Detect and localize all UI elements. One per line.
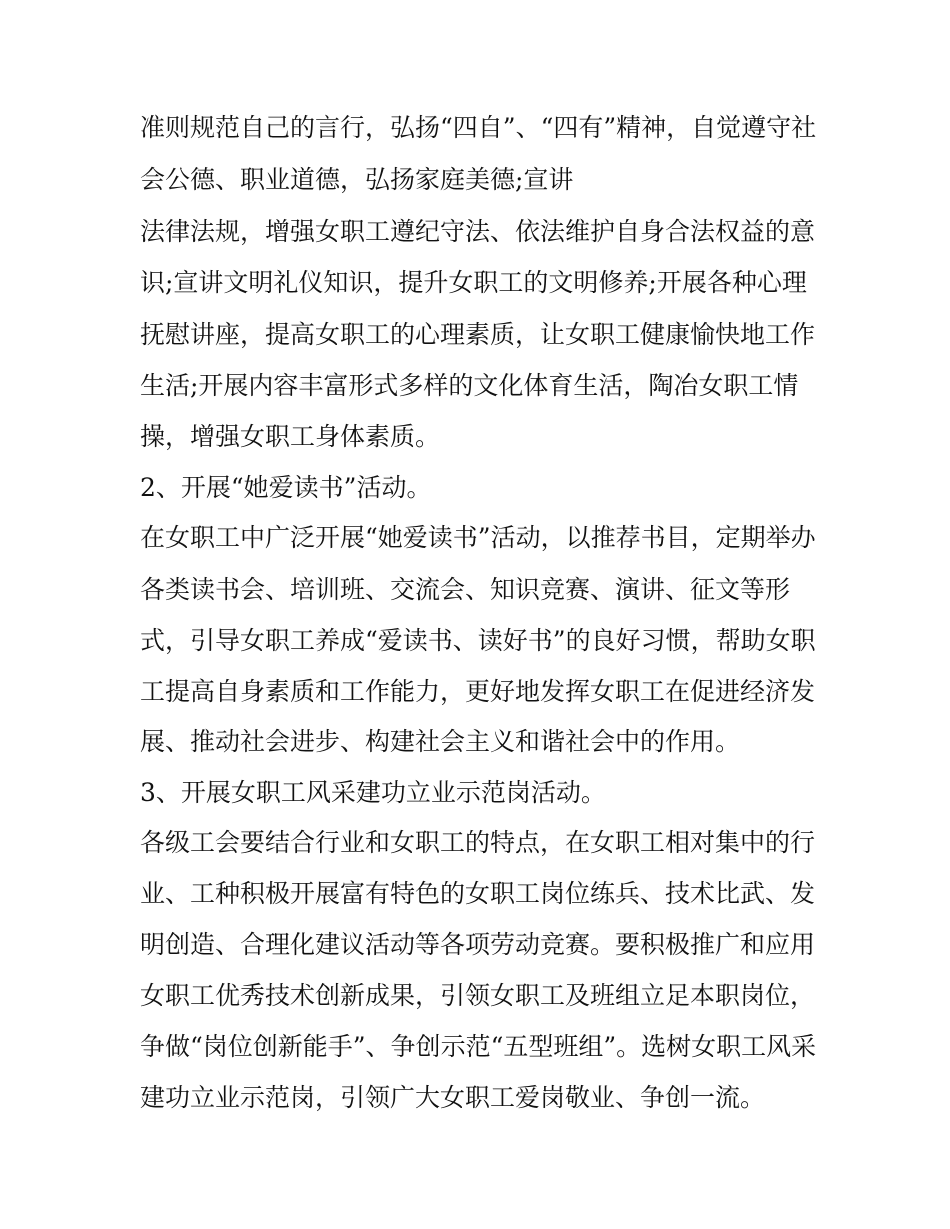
section-heading: 3、开展女职工风采建功立业示范岗活动。	[140, 778, 606, 807]
paragraph-line: 明创造、合理化建议活动等各项劳动竞赛。要积极推广和应用	[140, 930, 816, 959]
section-heading: 2、开展“她爱读书”活动。	[140, 473, 432, 502]
paragraph-line: 识;宣讲文明礼仪知识，提升女职工的文明修养;开展各种心理	[140, 268, 807, 297]
paragraph-line: 工提高自身素质和工作能力，更好地发挥女职工在促进经济发	[140, 677, 816, 706]
paragraph-line: 会公德、职业道德，弘扬家庭美德;宣讲	[140, 165, 574, 194]
paragraph-line: 展、推动社会进步、构建社会主义和谐社会中的作用。	[140, 727, 741, 756]
paragraph-line: 各类读书会、培训班、交流会、知识竞赛、演讲、征文等形	[140, 575, 791, 604]
paragraph-line: 建功立业示范岗，引领广大女职工爱岗敬业、争创一流。	[140, 1083, 766, 1112]
paragraph-line: 争做“岗位创新能手”、争创示范“五型班组”。选树女职工风采	[140, 1032, 817, 1061]
paragraph-line: 在女职工中广泛开展“她爱读书”活动，以推荐书目，定期举办	[140, 523, 816, 552]
paragraph-line: 女职工优秀技术创新成果，引领女职工及班组立足本职岗位，	[140, 981, 816, 1010]
paragraph-line: 准则规范自己的言行，弘扬“四自”、“四有”精神，自觉遵守社	[140, 113, 817, 142]
paragraph-line: 生活;开展内容丰富形式多样的文化体育生活，陶冶女职工情	[140, 371, 799, 400]
paragraph-line: 操，增强女职工身体素质。	[140, 422, 441, 451]
paragraph-line: 业、工种积极开展富有特色的女职工岗位练兵、技术比武、发	[140, 879, 816, 908]
paragraph-line: 式，引导女职工养成“爱读书、读好书”的良好习惯，帮助女职	[140, 626, 816, 655]
paragraph-line: 法律法规，增强女职工遵纪守法、依法维护自身合法权益的意	[140, 217, 816, 246]
paragraph-line: 各级工会要结合行业和女职工的特点，在女职工相对集中的行	[140, 828, 816, 857]
paragraph-line: 抚慰讲座，提高女职工的心理素质，让女职工健康愉快地工作	[140, 320, 816, 349]
